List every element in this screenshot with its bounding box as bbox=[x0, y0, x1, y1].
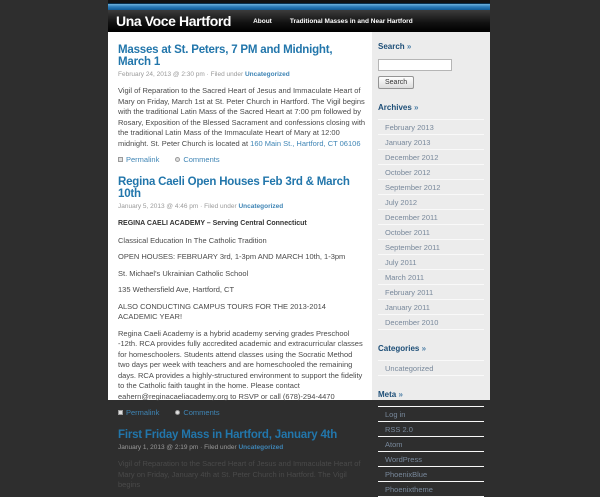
comments-link[interactable] bbox=[175, 408, 219, 417]
search-heading-label: Search bbox=[378, 42, 405, 51]
sidebar-link[interactable]: July 2012 bbox=[378, 195, 484, 210]
sidebar-section-heading-arrow: » bbox=[398, 390, 403, 399]
sidebar-link[interactable]: December 2012 bbox=[378, 150, 484, 165]
meta-separator: · bbox=[206, 71, 209, 78]
sidebar-sections bbox=[378, 103, 484, 497]
sidebar-link[interactable]: February 2013 bbox=[378, 120, 484, 135]
text-segment: Classical Education In The Catholic Tradition bbox=[118, 235, 267, 245]
top-nav-item[interactable]: Traditional Masses in and Near Hartford bbox=[289, 17, 413, 25]
text-segment: REGINA CAELI ACADEMY – Serving Central Connecticut bbox=[118, 220, 307, 227]
sidebar-section-categories bbox=[378, 344, 484, 376]
text-segment: OPEN HOUSES: FEBRUARY 3rd, 1-3pm AND MARCH 10th, 1-3pm bbox=[118, 252, 346, 261]
comments-icon bbox=[175, 157, 180, 162]
search-button[interactable]: Search bbox=[378, 76, 414, 89]
search-input[interactable] bbox=[378, 59, 452, 71]
text-segment: Vigil of Reparation to the Sacred Heart of Jesus and Immaculate Heart of Mary on Friday, March 1st at St. Peter Church in Hartford. The Vigil begins with the traditional Latin Mass of the Sacred Heart at 7:00 pm followed by Rosary, Exposition of the Blessed Sacrament and confessions closing with the traditional Latin Mass of the Immaculate Heart of Mary at 12:00 midnight. St. Peter Church is located at bbox=[118, 86, 366, 148]
text-segment: Vigil of Reparation to the Sacred Heart of Jesus and Immaculate Heart of Mary on Friday, January 4th at St. Peter Church in Hartford. The Vigil begins bbox=[118, 459, 361, 489]
text-segment: 135 Wethersfield Ave, Hartford, CT bbox=[118, 285, 235, 294]
meta-separator: · bbox=[200, 203, 203, 210]
sidebar-link[interactable]: Log in bbox=[378, 407, 484, 422]
text-segment: Regina Caeli Academy is a hybrid academy serving grades Preschool -12th. RCA provides fully accredited academic and extracurricular classes for homeschoolers. Students attend classes using the Socratic Method two days per week with teachers and are homeschooled the remaining days. RCA provides a highly-structured environment to support the fidelity to the Catholic faith taught in the home. Please contact eahern@reginacaeliacademy.org to RSVP or call (678)-294-4470 bbox=[118, 328, 363, 401]
site-header bbox=[108, 10, 490, 32]
sidebar-section-heading bbox=[378, 344, 484, 353]
post-paragraph bbox=[118, 236, 366, 247]
post-category-link[interactable]: Uncategorized bbox=[238, 203, 284, 210]
site-column bbox=[108, 0, 490, 494]
sidebar-section-meta bbox=[378, 390, 484, 497]
sidebar-section-heading bbox=[378, 390, 484, 399]
sidebar-link[interactable]: December 2010 bbox=[378, 315, 484, 330]
sidebar-section-heading-label: Meta bbox=[378, 390, 397, 399]
permalink-icon bbox=[118, 157, 123, 162]
meta-separator: · bbox=[200, 444, 203, 451]
post-title-link[interactable]: Regina Caeli Open Houses Feb 3rd & March 10th bbox=[118, 176, 350, 200]
comments-link[interactable] bbox=[175, 155, 219, 164]
posts-area bbox=[108, 32, 372, 489]
content-area bbox=[108, 32, 490, 494]
sidebar-section-heading-arrow: » bbox=[421, 344, 427, 353]
post-title-link[interactable]: Masses at St. Peters, 7 PM and Midnight, March 1 bbox=[118, 44, 333, 68]
sidebar-link[interactable]: RSS 2.0 bbox=[378, 422, 484, 437]
post-category-link[interactable]: Uncategorized bbox=[244, 71, 290, 78]
post-paragraph bbox=[118, 329, 366, 403]
sidebar-list bbox=[378, 360, 484, 376]
sidebar-link[interactable]: Phoenixtheme bbox=[378, 482, 484, 497]
permalink-link[interactable] bbox=[118, 408, 159, 417]
post-paragraph bbox=[118, 218, 366, 230]
sidebar-link[interactable]: December 2011 bbox=[378, 210, 484, 225]
post bbox=[118, 429, 366, 491]
sidebar-link[interactable]: WordPress bbox=[378, 452, 484, 467]
sidebar-link[interactable]: Atom bbox=[378, 437, 484, 452]
sidebar-link[interactable]: October 2012 bbox=[378, 165, 484, 180]
post bbox=[118, 44, 366, 164]
comments-label[interactable]: Comments bbox=[183, 408, 220, 417]
post-paragraph bbox=[118, 269, 366, 280]
post-meta bbox=[118, 444, 366, 451]
post-meta bbox=[118, 71, 366, 78]
sidebar-link[interactable]: March 2011 bbox=[378, 270, 484, 285]
comments-label[interactable]: Comments bbox=[183, 155, 220, 164]
post-footer bbox=[118, 155, 366, 164]
top-nav-item[interactable]: About bbox=[253, 17, 272, 25]
post-date: January 1, 2013 @ 2:19 pm bbox=[118, 444, 199, 451]
sidebar-link[interactable]: Uncategorized bbox=[378, 361, 484, 376]
post-body bbox=[118, 459, 366, 491]
post-date: February 24, 2013 @ 2:30 pm bbox=[118, 71, 205, 78]
search-heading bbox=[378, 42, 484, 51]
post bbox=[118, 176, 366, 417]
sidebar-link[interactable]: July 2011 bbox=[378, 255, 484, 270]
post-paragraph bbox=[118, 459, 366, 491]
filed-under-label: Filed under bbox=[204, 203, 237, 210]
post-title-link[interactable]: First Friday Mass in Hartford, January 4th bbox=[118, 429, 338, 441]
sidebar-section-heading bbox=[378, 103, 484, 112]
sidebar-section-archives bbox=[378, 103, 484, 330]
permalink-link[interactable] bbox=[118, 155, 159, 164]
post-meta bbox=[118, 203, 366, 210]
post-body bbox=[118, 86, 366, 149]
post-date: January 5, 2013 @ 4:46 pm bbox=[118, 203, 199, 210]
sidebar-link[interactable]: February 2011 bbox=[378, 285, 484, 300]
top-nav bbox=[253, 18, 413, 25]
filed-under-label: Filed under bbox=[204, 444, 237, 451]
sidebar-link[interactable]: October 2011 bbox=[378, 225, 484, 240]
post-footer bbox=[118, 408, 366, 417]
post-paragraph bbox=[118, 285, 366, 296]
text-segment: St. Michael's Ukrainian Catholic School bbox=[118, 268, 249, 278]
text-segment: ALSO CONDUCTING CAMPUS TOURS FOR THE 2013-2014 ACADEMIC YEAR! bbox=[118, 301, 326, 321]
site-title[interactable]: Una Voce Hartford bbox=[116, 13, 232, 29]
search-heading-arrow: » bbox=[406, 42, 412, 51]
sidebar-section-heading-label: Archives bbox=[378, 103, 412, 112]
sidebar-link[interactable]: PhoenixBlue bbox=[378, 467, 484, 482]
sidebar-link[interactable]: January 2011 bbox=[378, 300, 484, 315]
permalink-label[interactable]: Permalink bbox=[126, 408, 160, 417]
sidebar-list bbox=[378, 406, 484, 497]
sidebar-link[interactable]: September 2012 bbox=[378, 180, 484, 195]
post-body bbox=[118, 218, 366, 402]
sidebar-link[interactable]: January 2013 bbox=[378, 135, 484, 150]
filed-under-label: Filed under bbox=[210, 71, 244, 78]
sidebar-link[interactable]: September 2011 bbox=[378, 240, 484, 255]
sidebar-section-heading-label: Categories bbox=[378, 344, 420, 353]
post-paragraph bbox=[118, 302, 366, 323]
sidebar-section-heading-arrow: » bbox=[414, 103, 419, 112]
inline-link[interactable]: 160 Main St., Hartford, CT 06106 bbox=[250, 138, 361, 148]
sidebar bbox=[372, 32, 490, 494]
sidebar-list bbox=[378, 119, 484, 330]
post-paragraph bbox=[118, 86, 366, 149]
permalink-label[interactable]: Permalink bbox=[126, 155, 160, 164]
header-accent-stripe bbox=[108, 3, 490, 10]
post-paragraph bbox=[118, 252, 366, 263]
post-category-link[interactable]: Uncategorized bbox=[238, 444, 284, 451]
permalink-icon bbox=[118, 410, 123, 415]
comments-icon bbox=[175, 410, 180, 415]
